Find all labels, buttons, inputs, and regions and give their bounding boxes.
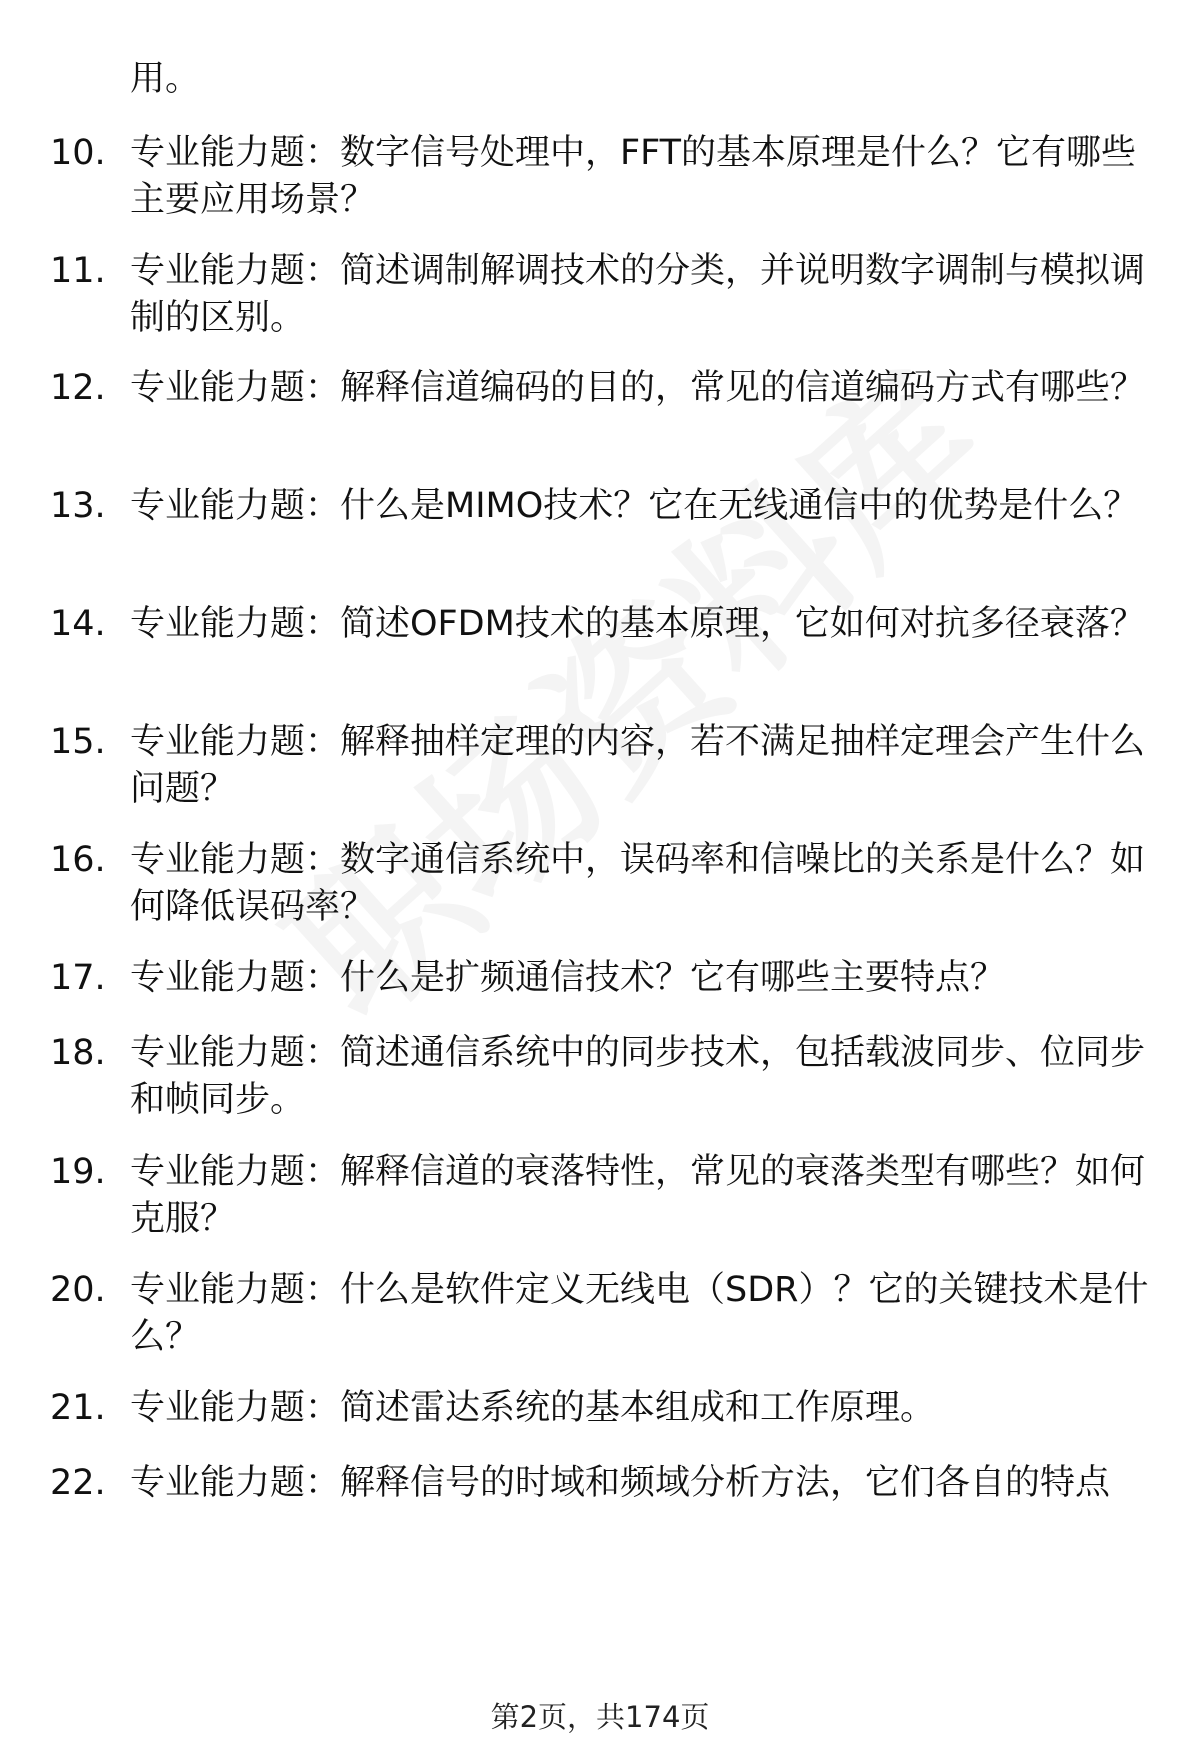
item-number: 21. xyxy=(50,1388,106,1428)
item-text: 专业能力题：解释抽样定理的内容，若不满足抽样定理会产生什么问题？ xyxy=(130,722,1146,809)
continuation-text: 用。 xyxy=(130,59,201,99)
item-number: 13. xyxy=(50,486,106,526)
item-number: 11. xyxy=(50,251,106,291)
item-text: 专业能力题：解释信号的时域和频域分析方法，它们各自的特点 xyxy=(130,1463,1111,1503)
item-text: 专业能力题：什么是软件定义无线电（SDR）？它的关键技术是什么？ xyxy=(130,1270,1149,1357)
item-number: 15. xyxy=(50,722,106,762)
item-text: 专业能力题：简述调制解调技术的分类，并说明数字调制与模拟调制的区别。 xyxy=(130,251,1146,338)
item-number: 22. xyxy=(50,1463,106,1503)
item-text: 专业能力题：什么是扩频通信技术？它有哪些主要特点？ xyxy=(130,958,1006,998)
item-text: 专业能力题：简述OFDM技术的基本原理，它如何对抗多径衰落？ xyxy=(130,604,1145,644)
item-text: 专业能力题：解释信道编码的目的，常见的信道编码方式有哪些？ xyxy=(130,368,1146,408)
item-number: 14. xyxy=(50,604,106,644)
item-text: 专业能力题：简述通信系统中的同步技术，包括载波同步、位同步和帧同步。 xyxy=(130,1033,1146,1120)
item-text: 专业能力题：简述雷达系统的基本组成和工作原理。 xyxy=(130,1388,936,1428)
item-text: 专业能力题：什么是MIMO技术？它在无线通信中的优势是什么？ xyxy=(130,486,1139,526)
item-number: 12. xyxy=(50,368,106,408)
item-number: 18. xyxy=(50,1033,106,1073)
item-number: 19. xyxy=(50,1152,106,1192)
item-number: 10. xyxy=(50,133,106,173)
watermark xyxy=(230,311,1026,1062)
item-text: 专业能力题：解释信道的衰落特性，常见的衰落类型有哪些？如何克服？ xyxy=(130,1152,1146,1239)
page-footer: 第2页，共174页 xyxy=(490,1700,710,1734)
item-number: 16. xyxy=(50,840,106,880)
item-number: 20. xyxy=(50,1270,106,1310)
item-text: 专业能力题：数字信号处理中，FFT的基本原理是什么？它有哪些主要应用场景？ xyxy=(130,133,1137,220)
item-number: 17. xyxy=(50,958,106,998)
item-text: 专业能力题：数字通信系统中，误码率和信噪比的关系是什么？如何降低误码率？ xyxy=(130,840,1146,927)
